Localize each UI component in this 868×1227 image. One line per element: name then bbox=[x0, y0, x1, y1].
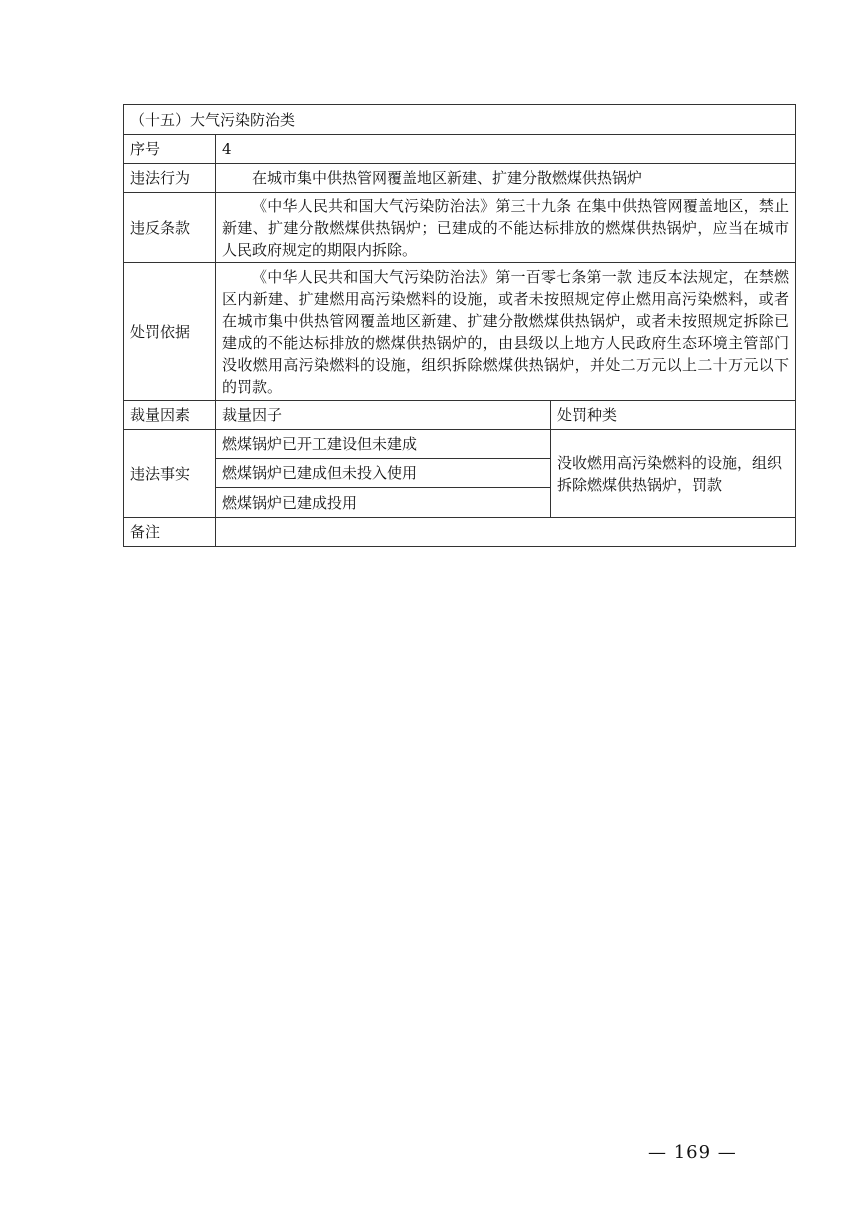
penalty-basis-value: 《中华人民共和国大气污染防治法》第一百零七条第一款 违反本法规定，在禁燃区内新建、扩建燃用高污染燃料的设施，或者未按照规定停止燃用高污染燃料，或者在城市集中供热管网覆盖地区新建、扩建分散燃煤供热锅炉，或者未按照规定拆除已建成的不能达标排放的燃煤供热锅炉的，由县级以上地方人民政府生态环境主管部门没收燃用高污染燃料的设施，组织拆除燃煤供热锅炉，并处二万元以上二十万元以下的罚款。 bbox=[216, 263, 796, 401]
discretion-row bbox=[124, 401, 796, 430]
section-title-row bbox=[124, 105, 796, 135]
violated-clause-row bbox=[124, 193, 796, 263]
penalty-basis-label: 处罚依据 bbox=[124, 263, 216, 401]
page-number: — 169 — bbox=[648, 1142, 737, 1163]
behavior-row bbox=[124, 164, 796, 193]
facts-penalty-type: 没收燃用高污染燃料的设施，组织拆除燃煤供热锅炉，罚款 bbox=[551, 430, 796, 518]
section-title: （十五）大气污染防治类 bbox=[124, 105, 796, 135]
remarks-label: 备注 bbox=[124, 518, 216, 547]
discretion-type-header: 处罚种类 bbox=[551, 401, 796, 430]
discretion-factor-header: 裁量因子 bbox=[216, 401, 551, 430]
violated-clause-value: 《中华人民共和国大气污染防治法》第三十九条 在集中供热管网覆盖地区，禁止新建、扩建分散燃煤供热锅炉；已建成的不能达标排放的燃煤供热锅炉，应当在城市人民政府规定的期限内拆除。 bbox=[216, 193, 796, 263]
fact-item: 燃煤锅炉已开工建设但未建成 bbox=[216, 430, 551, 459]
seq-row bbox=[124, 135, 796, 164]
violated-clause-label: 违反条款 bbox=[124, 193, 216, 263]
behavior-label: 违法行为 bbox=[124, 164, 216, 193]
remarks-row bbox=[124, 518, 796, 547]
fact-item: 燃煤锅炉已建成但未投入使用 bbox=[216, 459, 551, 488]
penalty-table bbox=[123, 104, 796, 547]
seq-label: 序号 bbox=[124, 135, 216, 164]
remarks-value bbox=[216, 518, 796, 547]
seq-value: 4 bbox=[216, 135, 796, 164]
fact-row bbox=[124, 430, 796, 459]
penalty-basis-row bbox=[124, 263, 796, 401]
facts-label: 违法事实 bbox=[124, 430, 216, 518]
behavior-value: 在城市集中供热管网覆盖地区新建、扩建分散燃煤供热锅炉 bbox=[216, 164, 796, 193]
fact-item: 燃煤锅炉已建成投用 bbox=[216, 488, 551, 518]
discretion-label: 裁量因素 bbox=[124, 401, 216, 430]
